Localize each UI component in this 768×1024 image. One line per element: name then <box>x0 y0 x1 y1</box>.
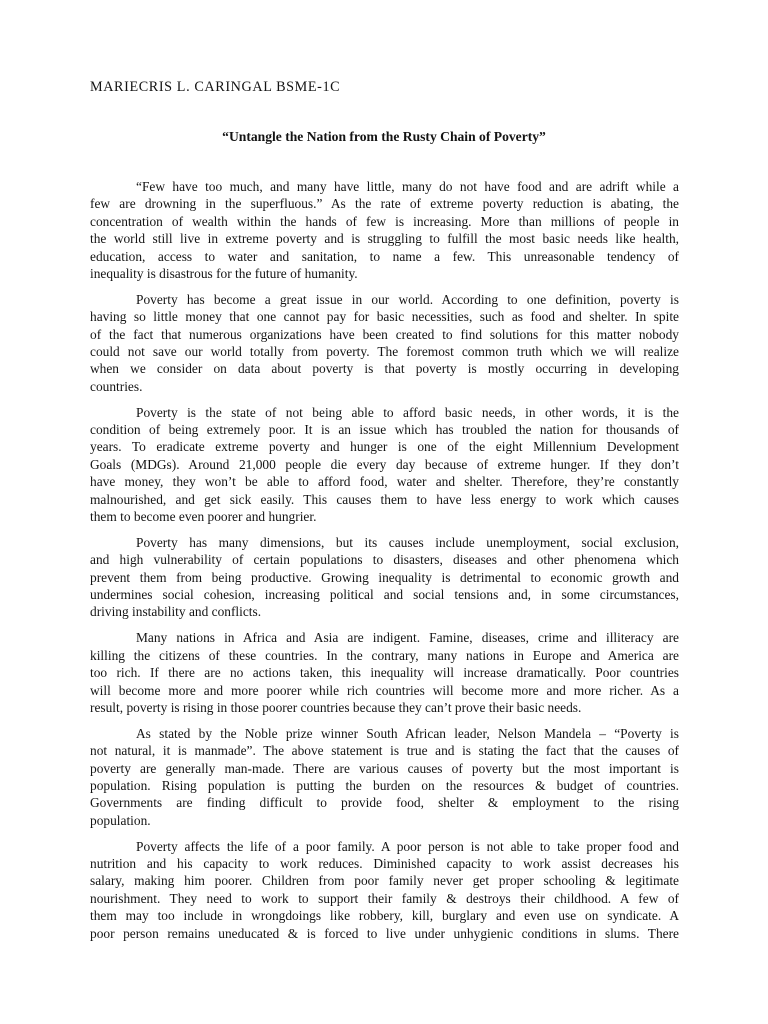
paragraph-line: too rich. If there are no actions taken, this inequality will increase dramatically. Poor countries <box>90 665 679 681</box>
paragraph-line: have money, they won’t be able to afford food, water and shelter. Therefore, they’re constantly <box>90 474 679 490</box>
paragraph-line: Poverty is the state of not being able to afford basic needs, in other words, it is the <box>136 404 679 420</box>
paragraph-line: driving instability and conflicts. <box>90 604 262 620</box>
paragraph-line: poverty are generally man-made. There are various causes of poverty but the most important is <box>90 760 679 776</box>
paragraph <box>90 838 679 942</box>
paragraph-line: Governments are finding difficult to provide food, shelter & employment to the rising <box>90 795 679 811</box>
paragraph-line: them to become even poorer and hungrier. <box>90 509 317 525</box>
paragraph-line: nourishment. They need to work to support their family & destroys their childhood. A few of <box>90 890 679 906</box>
paragraph-line: condition of being extremely poor. It is an issue which has troubled the nation for thousands of <box>90 422 679 438</box>
paragraph <box>90 629 679 716</box>
paragraph <box>90 534 679 621</box>
paragraph-line: and high vulnerability of certain populations to disasters, diseases and other phenomena which <box>90 552 679 568</box>
paragraph-line: few are drowning in the superfluous.” As the rate of extreme poverty reduction is abating, the <box>90 196 679 212</box>
paragraph-line: population. <box>90 812 151 828</box>
paragraph-line: Goals (MDGs). Around 21,000 people die every day because of extreme hunger. If they don’t <box>90 456 679 472</box>
paragraph-line: “Few have too much, and many have little, many do not have food and are adrift while a <box>136 179 679 194</box>
essay-title: “Untangle the Nation from the Rusty Chain of Poverty” <box>222 129 546 144</box>
paragraph-line: nutrition and his capacity to work reduces. Diminished capacity to work assist decreases his <box>90 856 679 872</box>
paragraph-line: undermines social cohesion, increasing political and social tensions and, in some circumstances, <box>90 587 679 603</box>
paragraph <box>90 178 679 282</box>
paragraph-line: killing the citizens of these countries. In the contrary, many nations in Europe and America are <box>90 647 679 663</box>
paragraph-line: the world still live in extreme poverty and is struggling to fulfill the most basic needs like health, <box>90 231 679 247</box>
paragraph-line: result, poverty is rising in those poorer countries because they can’t prove their basic needs. <box>90 699 582 715</box>
paragraph-line: poor person remains uneducated & is forced to live under unhygienic conditions in slums. There <box>90 925 679 941</box>
paragraph-line: malnourished, and get sick easily. This causes them to have less energy to work which causes <box>90 491 679 507</box>
paragraph-line: Many nations in Africa and Asia are indigent. Famine, diseases, crime and illiteracy are <box>136 630 679 646</box>
paragraph-line: As stated by the Noble prize winner South African leader, Nelson Mandela – “Poverty is <box>136 725 679 741</box>
paragraph-line: countries. <box>90 378 143 394</box>
essay-body <box>90 178 679 951</box>
paragraph-line: Poverty has many dimensions, but its causes include unemployment, social exclusion, <box>136 534 679 550</box>
paragraph-line: when we consider on data about poverty is that poverty is mostly occurring in developing <box>90 361 679 377</box>
paragraph-line: will become more and more poorer while rich countries will become more and more richer. As a <box>90 682 679 698</box>
paragraph-line: inequality is disastrous for the future of humanity. <box>90 265 358 281</box>
paragraph-line: concentration of wealth within the hands of few is increasing. More than millions of people in <box>90 213 679 229</box>
paragraph <box>90 404 679 526</box>
paragraph-line: not natural, it is manmade”. The above statement is true and is stating the fact that the causes of <box>90 743 679 759</box>
paragraph-line: of the fact that numerous organizations have been created to find solutions for this matter nobody <box>90 326 679 342</box>
paragraph-line: them may too include in wrongdoings like robbery, kill, burglary and even use on syndicate. A <box>90 908 679 924</box>
paragraph-line: years. To eradicate extreme poverty and hunger is one of the eight Millennium Development <box>90 439 679 455</box>
paragraph-line: could not save our world totally from poverty. The foremost common truth which we will realize <box>90 344 679 360</box>
paragraph-line: prevent them from being productive. Growing inequality is detrimental to economic growth and <box>90 569 679 585</box>
paragraph <box>90 291 679 395</box>
paragraph-line: population. Rising population is putting the burden on the resources & budget of countries. <box>90 778 679 793</box>
paragraph-line: salary, making him poorer. Children from poor family never get proper schooling & legitimate <box>90 873 679 889</box>
paragraph-line: having so little money that one cannot pay for basic necessities, such as food and shelter. In spite <box>90 309 679 325</box>
paragraph-line: Poverty affects the life of a poor family. A poor person is not able to take proper food and <box>136 838 679 854</box>
paragraph-line: Poverty has become a great issue in our world. According to one definition, poverty is <box>136 291 679 307</box>
paragraph <box>90 725 679 829</box>
paragraph-line: education, access to water and sanitation, to name a few. This unreasonable tendency of <box>90 248 679 264</box>
author-line: MARIECRIS L. CARINGAL BSME-1C <box>90 79 341 95</box>
